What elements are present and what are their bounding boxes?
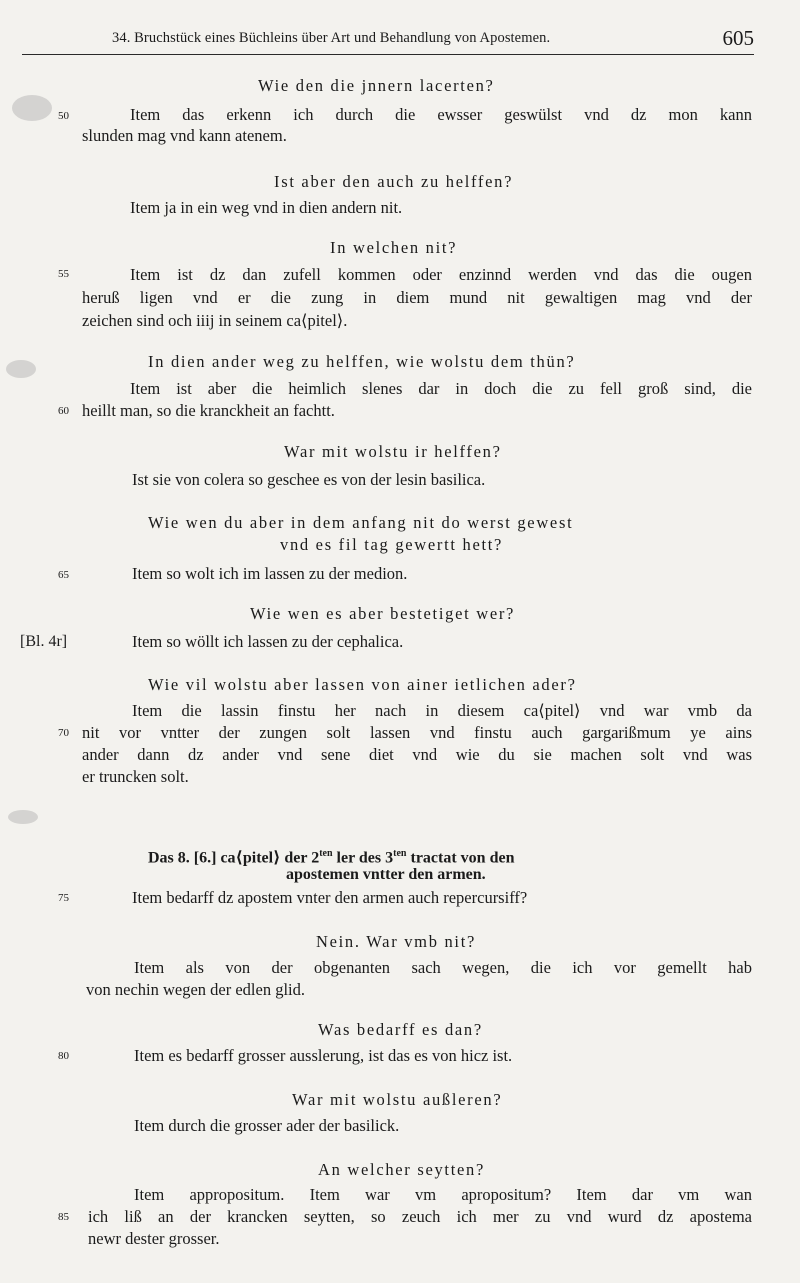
question-line: Nein. War vmb nit? <box>316 932 477 951</box>
text-line: er truncken solt. <box>82 767 189 786</box>
text-line: Item das erkenn ich durch die ewsser geswülst vnd dz mon kann <box>130 105 752 124</box>
question-line: In dien ander weg zu helffen, wie wolstu dem thün? <box>148 352 576 371</box>
question-line: Ist aber den auch zu helffen? <box>274 172 514 191</box>
page-number: 605 <box>722 26 754 50</box>
bleed-through-mark <box>6 360 36 378</box>
line-number: 55 <box>58 268 69 280</box>
question-line: In welchen nit? <box>330 238 458 257</box>
text-line: ich liß an der krancken seytten, so zeuch ich mer zu vnd wurd dz apostema <box>88 1207 752 1226</box>
text-line: Item ist aber die heimlich slenes dar in doch die zu fell groß sind, die <box>130 379 752 398</box>
chapter-heading-line2: apostemen vntter den armen. <box>286 866 486 883</box>
question-line: Wie vil wolstu aber lassen von ainer ietlichen ader? <box>148 675 577 694</box>
text-line: Item bedarff dz apostem vnter den armen auch repercursiff? <box>132 888 528 907</box>
text-line: Item so wolt ich im lassen zu der medion. <box>132 564 408 583</box>
text-line: Item so wöllt ich lassen zu der cephalica. <box>132 632 404 651</box>
text-line: Item ja in ein weg vnd in dien andern nit. <box>130 198 403 217</box>
line-number: 50 <box>58 110 69 122</box>
text-line: Item durch die grosser ader der basilick. <box>134 1116 400 1135</box>
line-number: 60 <box>58 405 69 417</box>
superscript: ten <box>319 848 333 859</box>
line-number: 70 <box>58 727 69 739</box>
question-line: Wie wen es aber bestetiget wer? <box>250 604 516 623</box>
text-line: newr dester grosser. <box>88 1229 220 1248</box>
text-line: Item ist dz dan zufell kommen oder enzinnd werden vnd das die ougen <box>130 265 752 284</box>
text-line: zeichen sind och iiij in seinem ca⟨pitel⟩. <box>82 311 348 330</box>
text-line: nit vor vntter der zungen solt lassen vnd finstu auch gargarißmum ye ains <box>82 723 752 742</box>
text-line: Item die lassin finstu her nach in diesem ca⟨pitel⟩ vnd war vmb da <box>132 701 752 720</box>
question-line: vnd es fil tag gewertt hett? <box>280 535 504 554</box>
bleed-through-mark <box>12 95 52 121</box>
line-number: 75 <box>58 892 69 904</box>
text-line: Item es bedarff grosser ausslerung, ist das es von hicz ist. <box>134 1046 513 1065</box>
bleed-through-mark <box>8 810 38 824</box>
chapter-heading-part: Das 8. [6.] ca⟨pitel⟩ der 2 <box>148 849 320 867</box>
chapter-heading-part: tractat von den <box>406 849 515 867</box>
chapter-heading-part: ler des 3 <box>332 849 394 867</box>
line-number: 85 <box>58 1211 69 1223</box>
text-line: Item als von der obgenanten sach wegen, die ich vor gemellt hab <box>134 958 752 977</box>
text-line: ander dann dz ander vnd sene diet vnd wie du sie machen solt vnd was <box>82 745 752 764</box>
question-line: Wie den die jnnern lacerten? <box>258 76 495 95</box>
question-line: Was bedarff es dan? <box>318 1020 483 1039</box>
running-header <box>22 24 754 55</box>
question-line: Wie wen du aber in dem anfang nit do werst gewest <box>148 513 574 532</box>
text-line: von nechin wegen der edlen glid. <box>86 980 306 999</box>
line-number: 65 <box>58 569 69 581</box>
text-line: slunden mag vnd kann atenem. <box>82 126 287 145</box>
superscript: ten <box>393 848 407 859</box>
question-line: War mit wolstu ir helffen? <box>284 442 502 461</box>
folio-marker: [Bl. 4r] <box>20 633 68 650</box>
text-line: heruß ligen vnd er die zung in diem mund nit gewaltigen mag vnd der <box>82 288 752 307</box>
text-line: Item appropositum. Item war vm apropositum? Item dar vm wan <box>134 1185 752 1204</box>
question-line: An welcher seytten? <box>318 1160 485 1179</box>
text-line: Ist sie von colera so geschee es von der lesin basilica. <box>132 470 486 489</box>
running-header-title: 34. Bruchstück eines Büchleins über Art und Behandlung von Apostemen. <box>112 30 551 46</box>
line-number: 80 <box>58 1050 69 1062</box>
text-line: heillt man, so die kranckheit an fachtt. <box>82 401 335 420</box>
question-line: War mit wolstu außleren? <box>292 1090 503 1109</box>
